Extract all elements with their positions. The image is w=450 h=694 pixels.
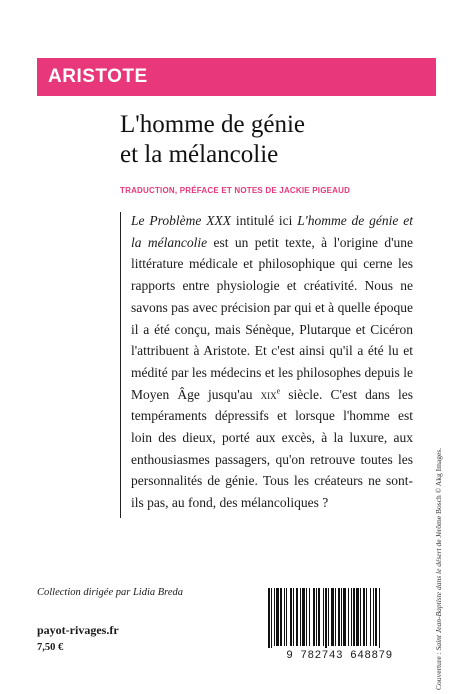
- barcode-bar: [268, 588, 270, 648]
- barcode: [262, 578, 417, 671]
- barcode-bar: [353, 588, 355, 646]
- barcode-bar: [343, 588, 346, 646]
- back-cover-blurb: [131, 210, 413, 514]
- barcode-bar: [360, 588, 361, 646]
- book-title: [120, 110, 420, 170]
- barcode-bar: [366, 588, 367, 646]
- barcode-bar: [284, 588, 285, 646]
- author-name: ARISTOTE: [48, 66, 148, 87]
- barcode-bar: [309, 588, 310, 646]
- book-title-ref: L'homme de génie et la mélancolie: [131, 213, 413, 250]
- barcode-bar: [348, 588, 349, 646]
- barcode-bar: [363, 588, 365, 646]
- barcode-bar: [373, 588, 374, 646]
- barcode-bar: [338, 588, 340, 646]
- credit-artwork: Saint Jean-Baptiste dans le désert: [434, 548, 443, 651]
- barcode-bar: [379, 588, 380, 648]
- title-line-2: et la mélancolie: [120, 141, 279, 168]
- barcode-bar: [316, 588, 317, 646]
- barcode-bar: [276, 588, 279, 646]
- blurb-text-3: siècle. C'est dans les tempéraments dépressifs et lorsque l'homme est loin des dieux, porté aux excès, à la luxure, aux enthousiasmes passagers, qu'on retrouve toutes les personnalités de génie. Tous les créateurs ne sont-ils pas, au fond, des mélancoliques ?: [131, 386, 413, 511]
- barcode-bar: [328, 588, 329, 646]
- barcode-bar: [351, 588, 352, 646]
- barcode-bar: [335, 588, 336, 646]
- barcode-bar: [286, 588, 287, 646]
- barcode-bar: [280, 588, 282, 646]
- blurb-text-2: est un petit texte, à l'origine d'une littérature médicale et philosophique qui cerne les rapports entre physiologie et créativité. Nous ne savons pas avec précision par qui et à quelle époque il a été conçu, mais Sénèque, Plutarque et Cicéron l'attribuent à Aristote. Et c'est ainsi qu'il a été lu et médité par les médecins et les philosophes depuis le Moyen Âge jusqu'au: [131, 234, 413, 402]
- barcode-bar: [296, 588, 298, 646]
- barcode-bar: [293, 588, 294, 646]
- price: 7,50 €: [37, 642, 64, 653]
- barcode-bar: [318, 588, 320, 646]
- barcode-bar: [341, 588, 342, 646]
- publisher-website: payot-rivages.fr: [37, 623, 119, 637]
- barcode-bar: [325, 588, 327, 648]
- barcode-bar: [274, 588, 275, 646]
- translator-subtitle: TRADUCTION, PRÉFACE ET NOTES DE JACKIE PIGEAUD: [120, 186, 351, 195]
- century-suffix: e: [276, 386, 281, 396]
- barcode-bar: [331, 588, 334, 646]
- barcode-bar: [370, 588, 371, 646]
- isbn-number: 9 782743 648879: [286, 650, 393, 662]
- credit-prefix: Couverture :: [434, 650, 443, 690]
- barcode-bar: [356, 588, 359, 646]
- century-numeral: xix: [260, 386, 277, 402]
- barcode-bar: [306, 588, 307, 646]
- barcode-bar: [300, 588, 301, 646]
- blurb-text-1: intitulé ici: [230, 213, 298, 228]
- barcode-bar: [313, 588, 315, 646]
- barcode-bar: [302, 588, 305, 646]
- collection-editor: Collection dirigée par Lidia Breda: [37, 587, 184, 598]
- barcode-bars: [268, 588, 411, 648]
- vertical-rule: [120, 212, 121, 518]
- barcode-bar: [375, 588, 377, 646]
- work-title: Le Problème XXX: [131, 213, 231, 228]
- title-line-1: L'homme de génie: [120, 111, 305, 138]
- credit-suffix: de Jérôme Bosch © Akg Images.: [434, 447, 443, 549]
- cover-credit: [434, 447, 443, 690]
- barcode-bar: [290, 588, 292, 646]
- barcode-bar: [271, 588, 272, 648]
- barcode-bar: [323, 588, 324, 646]
